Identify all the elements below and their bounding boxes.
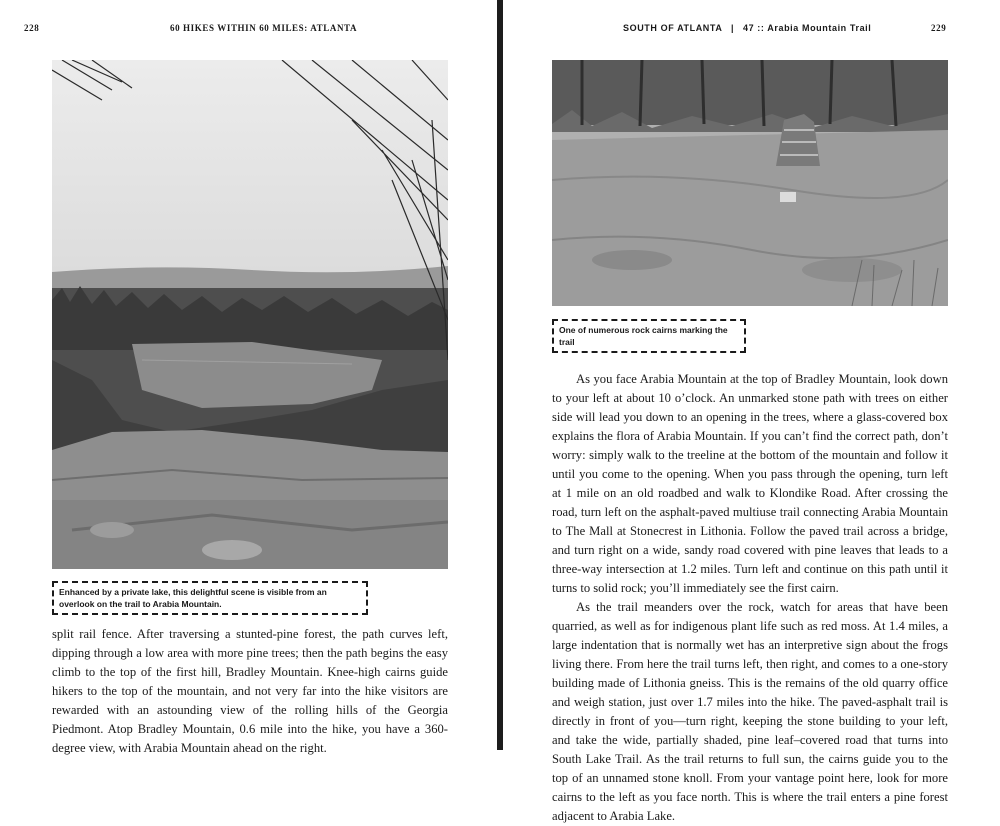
rock-cairn-photo: [552, 60, 948, 306]
right-body-text: [552, 370, 948, 826]
right-paragraph-1: As you face Arabia Mountain at the top of Bradley Mountain, look down to your left at about 10 o’clock. An unmarked stone path with trees on either side will lead you down to an opening in the trees, where a glass-covered box explains the flora of Arabia Mountain. If you can’t find the correct path, don’t worry: simply walk to the treeline at the bottom of the mountain and follow it until you come to the opening. When you pass through the opening, turn left at 1 mile on an old roadbed and walk to Klondike Road. After crossing the road, turn left on the asphalt-paved multiuse trail connecting Arabia Mountain to The Mall at Stonecrest in Lithonia. Follow the paved trail across a bridge, and turn right on a wide, sandy road covered with pine leaves that leads to a three-way intersection at 1.2 miles. Turn left and continue on this path until it turns to solid rock; you’ll immediately see the first cairn.: [552, 372, 948, 595]
lake-overlook-illustration: [52, 60, 448, 569]
page-number-left: 228: [24, 23, 40, 33]
left-page: [0, 0, 497, 755]
chapter-title: 47 :: Arabia Mountain Trail: [743, 23, 872, 33]
page-number-right: 229: [931, 23, 947, 33]
header-separator: |: [731, 23, 735, 33]
section-title: SOUTH OF ATLANTA: [623, 23, 723, 33]
rock-cairn-illustration: [552, 60, 948, 306]
lake-overlook-photo: [52, 60, 448, 569]
running-title: 60 HIKES WITHIN 60 MILES: ATLANTA: [170, 23, 358, 33]
photo-caption-left: Enhanced by a private lake, this delightful scene is visible from an overlook on the trail to Arabia Mountain.: [52, 581, 368, 615]
photo-caption-right: One of numerous rock cairns marking the trail: [552, 319, 746, 353]
left-paragraph: split rail fence. After traversing a stunted-pine forest, the path curves left, dipping through a low area with more pine trees; then the path begins the easy climb to the top of the first hill, Bradley Mountain. Knee-high cairns guide hikers to the top of the mountain, and not very far into the hike visitors are rewarded with an astounding view of the rolling hills of the Georgia Piedmont. Atop Bradley Mountain, 0.6 mile into the hike, you have a 360-degree view, with Arabia Mountain ahead on the right.: [52, 627, 448, 755]
right-page: [503, 0, 1000, 823]
right-paragraph-2: As the trail meanders over the rock, watch for areas that have been quarried, as well as for indigenous plant life such as red moss. At 1.4 miles, a large indentation that is normally wet has an interpretive sign about the frogs living there. From here the trail turns left, then right, and comes to a one-story building made of Lithonia gneiss. This is the remains of the old quarry office and weigh station, just over 1.7 miles into the hike. The paved-asphalt trail is directly in front of you—turn right, keeping the stone building to your left, and take the wide, partially shaded, pine leaf–covered road that turns into South Lake Trail. As the trail returns to full sun, the cairns guide you to the top of an unnamed stone knoll. From your vantage point here, look for more cairns to the left as you face north. This is where the trail enters a pine forest adjacent to Arabia Lake.: [552, 600, 948, 823]
left-body-text: [52, 625, 448, 758]
